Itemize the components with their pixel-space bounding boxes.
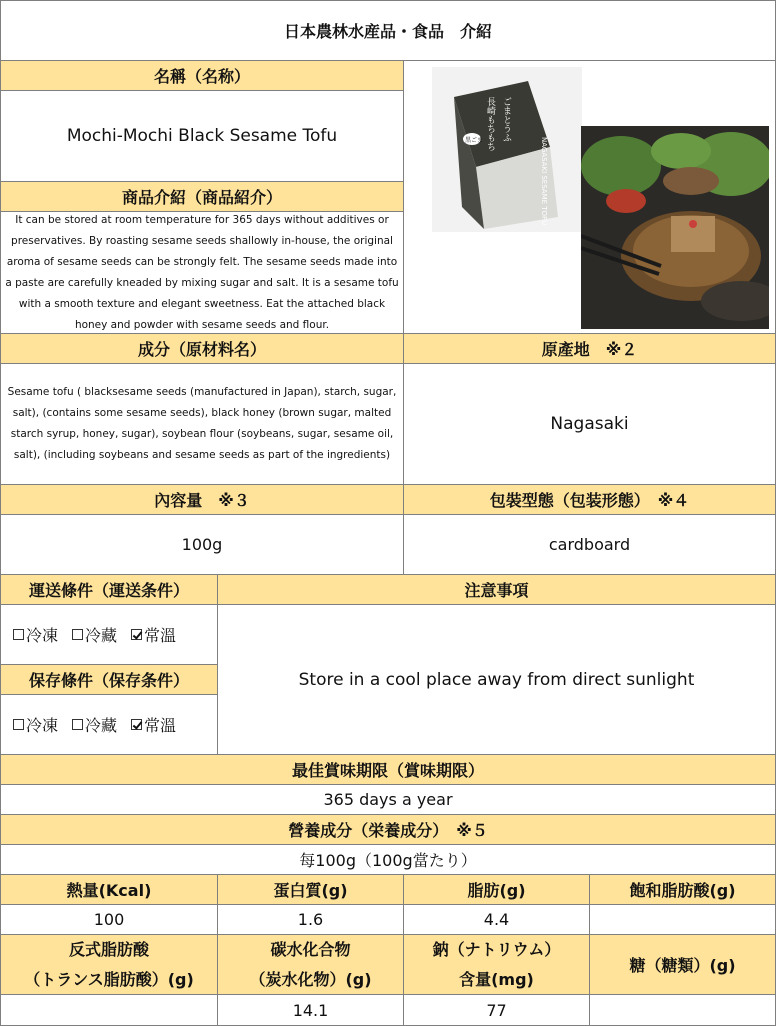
nutrition-value-calories: 100 xyxy=(0,905,218,935)
transport-ambient-option[interactable] xyxy=(131,623,176,646)
option-label: 冷凍 xyxy=(26,716,59,735)
best-before-value: 365 days a year xyxy=(0,785,776,815)
nutrition-value-trans-fat xyxy=(0,995,218,1026)
header-line: 反式脂肪酸 xyxy=(68,939,149,959)
nutrition-header-sodium xyxy=(404,935,590,995)
nutrition-value-sodium: 77 xyxy=(404,995,590,1026)
page-title: 日本農林水産品・食品 介紹 xyxy=(0,0,776,61)
header-line: 含量(mg) xyxy=(459,969,534,989)
transport-label: 運送條件（運送条件） xyxy=(0,575,218,605)
name-label: 名稱（名称） xyxy=(0,61,404,91)
checkbox-checked-icon xyxy=(131,719,142,730)
header-line: （トランス脂肪酸）(g) xyxy=(24,969,194,989)
checkbox-icon xyxy=(72,719,83,730)
option-label: 冷凍 xyxy=(26,626,59,645)
nutrition-label: 營養成分（栄養成分） ※５ xyxy=(0,815,776,845)
packaging-label: 包裝型態（包装形態） ※４ xyxy=(404,485,776,515)
package-side-text: NAGASAKI SESAME TOFU xyxy=(540,137,548,226)
checkbox-icon xyxy=(13,629,24,640)
package-photo xyxy=(432,67,582,232)
origin-value: Nagasaki xyxy=(404,364,776,485)
best-before-label: 最佳賞味期限（賞味期限） xyxy=(0,755,776,785)
option-label: 常溫 xyxy=(144,626,177,645)
name-value: Mochi-Mochi Black Sesame Tofu xyxy=(0,91,404,182)
checkbox-icon xyxy=(72,629,83,640)
content-label: 內容量 ※３ xyxy=(0,485,404,515)
origin-label: 原產地 ※２ xyxy=(404,334,776,364)
storage-frozen-option[interactable] xyxy=(13,713,58,736)
option-label: 常溫 xyxy=(144,716,177,735)
notes-value: Store in a cool place away from direct sunlight xyxy=(218,605,776,755)
nutrition-value-protein: 1.6 xyxy=(218,905,404,935)
storage-ambient-option[interactable] xyxy=(131,713,176,736)
header-line: （炭水化物）(g) xyxy=(249,969,372,989)
notes-label: 注意事項 xyxy=(218,575,776,605)
storage-label: 保存條件（保存条件） xyxy=(0,665,218,695)
nutrition-header-protein: 蛋白質(g) xyxy=(218,875,404,905)
checkbox-checked-icon xyxy=(131,629,142,640)
storage-options xyxy=(0,695,218,755)
nutrition-header-fat: 脂肪(g) xyxy=(404,875,590,905)
checkbox-icon xyxy=(13,719,24,730)
header-line: 鈉（ナトリウム） xyxy=(432,939,561,959)
nutrition-value-saturated-fat xyxy=(590,905,776,935)
package-name-text: 長崎もちもち xyxy=(485,97,495,151)
intro-label: 商品介紹（商品紹介） xyxy=(0,182,404,212)
nutrition-value-carbohydrate: 14.1 xyxy=(218,995,404,1026)
nutrition-basis: 每100g（100g當たり） xyxy=(0,845,776,875)
content-value: 100g xyxy=(0,515,404,575)
nutrition-value-fat: 4.4 xyxy=(404,905,590,935)
nutrition-header-trans-fat xyxy=(0,935,218,995)
packaging-value: cardboard xyxy=(404,515,776,575)
ingredients-label: 成分（原材料名） xyxy=(0,334,404,364)
header-line: 碳水化合物 xyxy=(270,939,351,959)
storage-chilled-option[interactable] xyxy=(72,713,117,736)
nutrition-header-calories: 熱量(Kcal) xyxy=(0,875,218,905)
nutrition-header-sugar: 糖（糖類）(g) xyxy=(590,935,776,995)
package-name-text-2: ごまとうふ xyxy=(501,97,511,142)
nutrition-header-saturated-fat: 飽和脂肪酸(g) xyxy=(590,875,776,905)
transport-options xyxy=(0,605,218,665)
option-label: 冷藏 xyxy=(85,626,118,645)
product-images xyxy=(404,61,776,334)
nutrition-value-sugar xyxy=(590,995,776,1026)
ingredients-value: Sesame tofu ( blacksesame seeds (manufactured in Japan), starch, sugar, salt), (contains some sesame seeds), black honey (brown sugar, malted starch syrup, honey, sugar), soybean flour (soybeans, sugar, sesame oil, salt), (including soybeans and sesame seeds as part of the ingredients) xyxy=(0,364,404,485)
intro-value: It can be stored at room temperature for 365 days without additives or preservatives. By roasting sesame seeds shallowly in-house, the original aroma of sesame seeds can be strongly felt. The sesame seeds made into a paste are carefully kneaded by mixing sugar and salt. It is a sesame tofu with a smooth texture and elegant sweetness. Eat the attached black honey and powder with sesame seeds and flour. xyxy=(0,212,404,334)
option-label: 冷藏 xyxy=(85,716,118,735)
nutrition-header-carbohydrate xyxy=(218,935,404,995)
transport-chilled-option[interactable] xyxy=(72,623,117,646)
package-badge-text: 黒ごま xyxy=(465,137,484,144)
food-photo xyxy=(581,126,769,329)
transport-frozen-option[interactable] xyxy=(13,623,58,646)
